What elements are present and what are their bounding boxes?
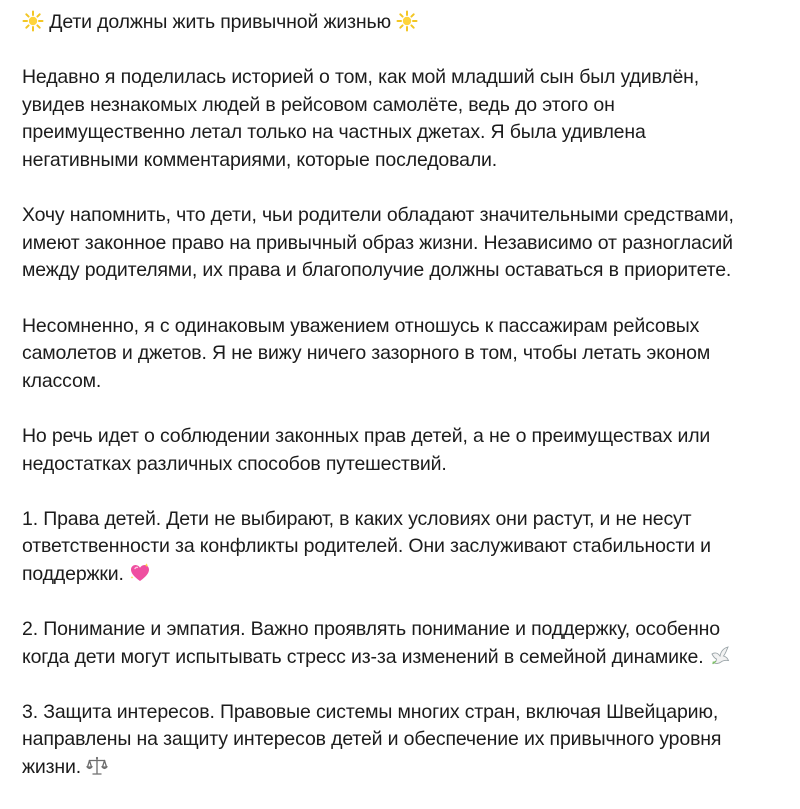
point-empathy bbox=[22, 616, 794, 671]
legal-rights-paragraph bbox=[22, 423, 794, 478]
respect-paragraph bbox=[22, 313, 794, 396]
sparkle-sun-icon bbox=[22, 10, 44, 32]
text-line: увидев незнакомых людей в рейсовом самолёте, ведь до этого он bbox=[22, 93, 615, 116]
text-line: ответственности за конфликты родителей. Они заслуживают стабильности и bbox=[22, 535, 711, 558]
post-title-line bbox=[22, 9, 794, 37]
text-line: 3. Защита интересов. Правовые системы многих стран, включая Швейцарию, bbox=[22, 700, 719, 723]
text-line: Недавно я поделилась историей о том, как мой младший сын был удивлён, bbox=[22, 66, 700, 89]
intro-paragraph bbox=[22, 64, 794, 174]
sparkling-heart-icon bbox=[129, 562, 151, 584]
post-title-paragraph bbox=[22, 9, 794, 37]
dove-icon bbox=[709, 645, 731, 667]
text-line: 2. Понимание и эмпатия. Важно проявлять понимание и поддержку, особенно bbox=[22, 618, 720, 641]
text-line: жизни. bbox=[22, 756, 82, 779]
text-line: 1. Права детей. Дети не выбирают, в каких условиях они растут, и не несут bbox=[22, 507, 692, 530]
text-line: Но речь идет о соблюдении законных прав детей, а не о преимуществах или bbox=[22, 424, 711, 447]
point-children-rights bbox=[22, 506, 794, 589]
text-line: недостатках различных способов путешествий. bbox=[22, 452, 447, 475]
text-line-with-icon bbox=[22, 754, 794, 782]
text-line-with-icon bbox=[22, 561, 794, 589]
text-line: между родителями, их права и благополучие должны оставаться в приоритете. bbox=[22, 259, 732, 282]
text-line: поддержки. bbox=[22, 562, 124, 585]
text-line: Несомненно, я с одинаковым уважением отношусь к пассажирам рейсовых bbox=[22, 314, 700, 337]
text-line: негативными комментариями, которые последовали. bbox=[22, 148, 498, 171]
text-line: когда дети могут испытывать стресс из-за изменений в семейной динамике. bbox=[22, 645, 704, 668]
text-line: самолетов и джетов. Я не вижу ничего зазорного в том, чтобы летать эконом bbox=[22, 342, 711, 365]
text-line-with-icon bbox=[22, 644, 794, 672]
text-line: Хочу напомнить, что дети, чьи родители обладают значительными средствами, bbox=[22, 204, 734, 227]
text-line: классом. bbox=[22, 369, 102, 392]
post-body bbox=[22, 9, 794, 809]
text-line: направлены на защиту интересов детей и обеспечение их привычного уровня bbox=[22, 728, 722, 751]
point-interests bbox=[22, 699, 794, 782]
text-line: преимущественно летал только на частных джетах. Я была удивлена bbox=[22, 121, 646, 144]
post-title: Дети должны жить привычной жизнью bbox=[49, 11, 392, 33]
text-line: имеют законное право на привычный образ жизни. Независимо от разногласий bbox=[22, 231, 733, 254]
sparkle-sun-icon bbox=[396, 10, 418, 32]
rights-paragraph bbox=[22, 202, 794, 285]
balance-scale-icon bbox=[86, 755, 108, 777]
